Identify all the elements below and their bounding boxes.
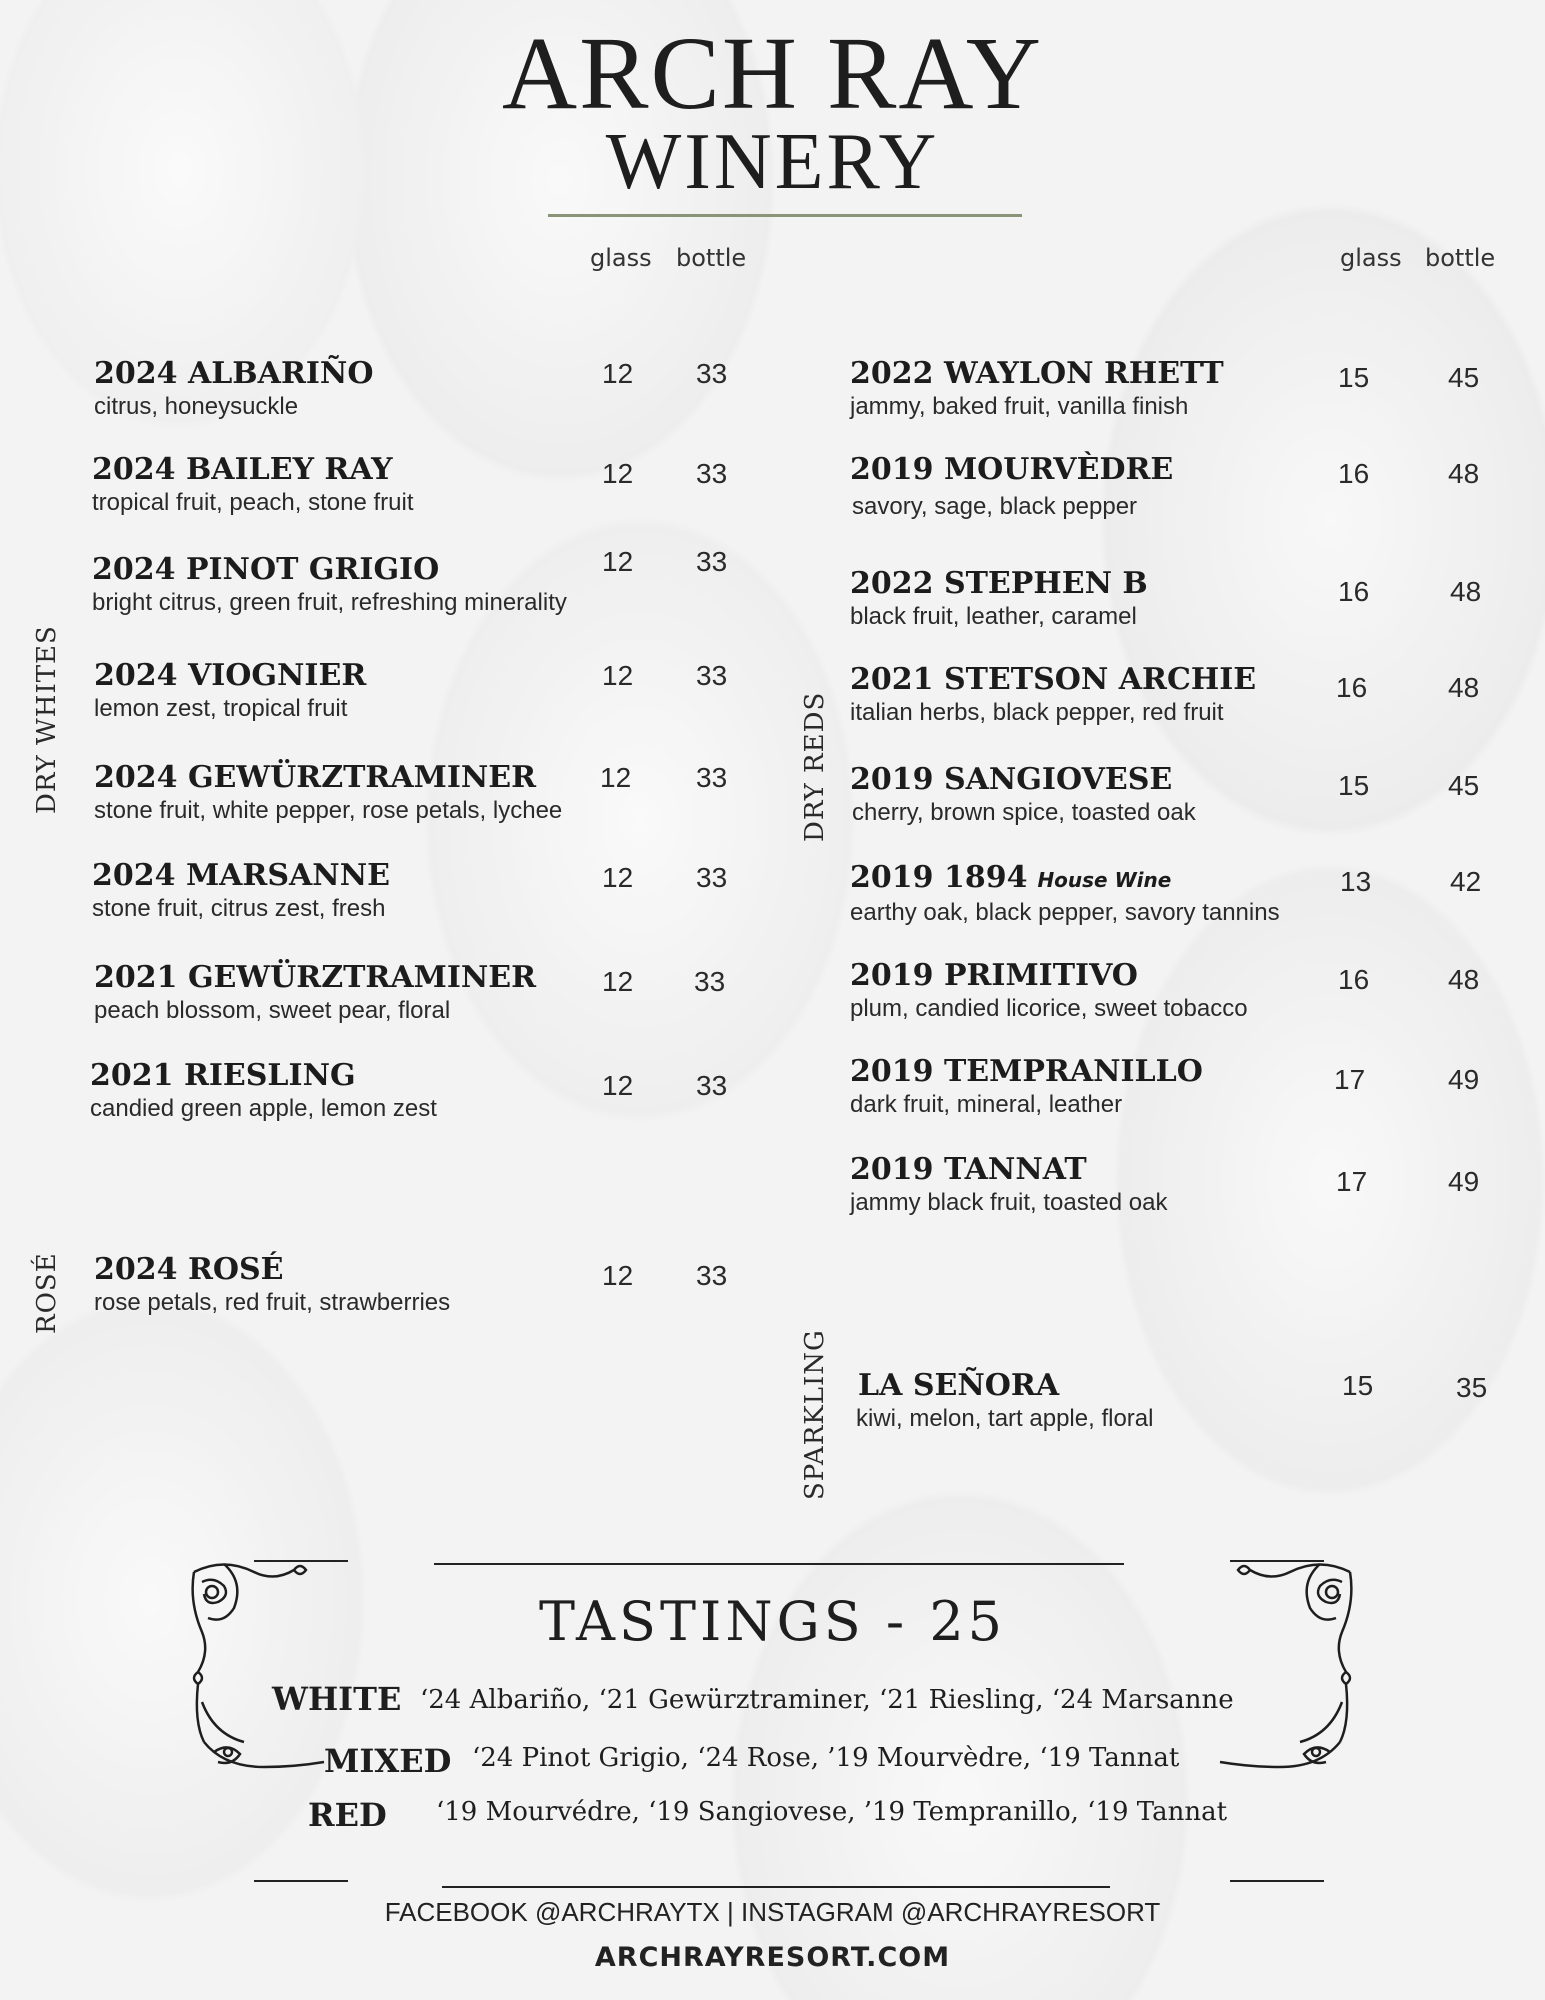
bottle-price: 33	[696, 546, 728, 577]
glass-price: 15	[1338, 362, 1370, 393]
frame-rule-bottom-right	[1230, 1880, 1324, 1882]
wine-notes: stone fruit, citrus zest, fresh	[92, 895, 386, 922]
glass-price: 12	[602, 966, 634, 997]
wine-item	[858, 1368, 1153, 1434]
wine-name: 2024 ROSÉ	[94, 1252, 284, 1287]
glass-price: 12	[602, 862, 634, 893]
glass-price: 16	[1338, 458, 1370, 489]
wine-item	[94, 1252, 450, 1318]
wine-notes: bright citrus, green fruit, refreshing minerality	[92, 589, 567, 616]
glass-price: 12	[600, 762, 632, 793]
wine-name: 2021 STETSON ARCHIE	[850, 662, 1257, 697]
wine-item	[850, 452, 1173, 522]
bottle-price: 45	[1448, 362, 1480, 393]
wine-name: 2019 MOURVÈDRE	[850, 452, 1174, 487]
bottle-price: 48	[1448, 458, 1480, 489]
wine-item	[92, 452, 414, 518]
wine-notes: earthy oak, black pepper, savory tannins	[850, 899, 1280, 926]
glass-price: 17	[1334, 1064, 1366, 1095]
wine-name: LA SEÑORA	[858, 1368, 1060, 1403]
wine-name: 2024 BAILEY RAY	[92, 452, 393, 487]
wine-notes: peach blossom, sweet pear, floral	[94, 997, 451, 1024]
tasting-mixed-list: ‘24 Pinot Grigio, ‘24 Rose, ’19 Mourvèdre, ‘19 Tannat	[472, 1743, 1180, 1773]
glass-header-left: glass	[590, 244, 652, 272]
section-rose: ROSÉ	[32, 1252, 62, 1334]
wine-item	[94, 960, 536, 1026]
section-sparkling: SPARKLING	[800, 1329, 830, 1500]
wine-name: 2024 ALBARIÑO	[94, 356, 374, 391]
bottle-header-left: bottle	[676, 244, 747, 272]
glass-price: 15	[1342, 1370, 1374, 1401]
wine-name: 2022 WAYLON RHETT	[850, 356, 1224, 391]
bottle-price: 33	[696, 1070, 728, 1101]
bottle-price: 49	[1448, 1064, 1480, 1095]
wine-name: 2024 VIOGNIER	[94, 658, 367, 693]
wine-item	[850, 958, 1248, 1024]
wine-notes: candied green apple, lemon zest	[90, 1095, 437, 1122]
wine-notes: kiwi, melon, tart apple, floral	[856, 1405, 1154, 1432]
frame-rule-bottom-left	[254, 1880, 348, 1882]
bottle-price: 48	[1448, 672, 1480, 703]
bottle-price: 42	[1450, 866, 1482, 897]
wine-notes: dark fruit, mineral, leather	[850, 1091, 1123, 1118]
bottle-header-right: bottle	[1425, 244, 1496, 272]
wine-item	[850, 860, 1280, 928]
wine-name: 2021 RIESLING	[90, 1058, 356, 1093]
wine-notes: black fruit, leather, caramel	[850, 603, 1137, 630]
website-link[interactable]: ARCHRAYRESORT.COM	[594, 1942, 951, 1973]
tastings-title: TASTINGS - 25	[538, 1590, 1007, 1653]
wine-item	[850, 662, 1256, 728]
wine-name: 2024 PINOT GRIGIO	[92, 552, 440, 587]
tasting-mixed-label: MIXED	[324, 1742, 452, 1780]
wine-name: 2021 GEWÜRZTRAMINER	[94, 960, 537, 995]
wine-item	[850, 566, 1148, 632]
bottle-price: 33	[696, 1260, 728, 1291]
wine-item	[850, 356, 1224, 422]
glass-price: 12	[602, 358, 634, 389]
wine-item	[850, 1054, 1203, 1120]
wine-item	[94, 356, 373, 422]
wine-notes: rose petals, red fruit, strawberries	[94, 1289, 451, 1316]
bottle-price: 48	[1450, 576, 1482, 607]
wine-notes: lemon zest, tropical fruit	[94, 695, 348, 722]
glass-price: 16	[1338, 576, 1370, 607]
wine-notes: cherry, brown spice, toasted oak	[852, 799, 1196, 826]
glass-price: 16	[1338, 964, 1370, 995]
wine-notes: plum, candied licorice, sweet tobacco	[850, 995, 1248, 1022]
social-handles: FACEBOOK @ARCHRAYTX | INSTAGRAM @ARCHRAYRESORT	[384, 1897, 1161, 1927]
glass-price: 12	[602, 660, 634, 691]
ornament-right-icon	[1200, 1552, 1360, 1782]
glass-price: 12	[602, 1260, 634, 1291]
wine-name	[850, 860, 1280, 898]
bottle-price: 33	[694, 966, 726, 997]
tastings-bottom-rule	[442, 1886, 1110, 1888]
house-wine-tag: House Wine	[1037, 868, 1172, 892]
wine-item	[92, 858, 390, 924]
ornament-left-icon	[184, 1552, 344, 1782]
logo-divider	[548, 214, 1022, 217]
wine-name: 2024 MARSANNE	[92, 858, 391, 893]
wine-notes: citrus, honeysuckle	[94, 393, 299, 420]
wine-item	[850, 1152, 1167, 1218]
bottle-price: 33	[696, 458, 728, 489]
tasting-white-label: WHITE	[272, 1680, 402, 1718]
wine-notes: jammy black fruit, toasted oak	[850, 1189, 1168, 1216]
wine-notes: tropical fruit, peach, stone fruit	[92, 489, 414, 516]
tasting-white-list: ‘24 Albariño, ‘21 Gewürztraminer, ‘21 Riesling, ‘24 Marsanne	[420, 1685, 1234, 1715]
wine-item	[90, 1058, 437, 1124]
glass-price: 12	[602, 458, 634, 489]
wine-notes: stone fruit, white pepper, rose petals, lychee	[94, 797, 563, 824]
wine-name: 2022 STEPHEN B	[850, 566, 1148, 601]
glass-price: 16	[1336, 672, 1368, 703]
wine-name: 2019 TANNAT	[850, 1152, 1087, 1187]
logo-arch-ray: ARCH RAY	[502, 16, 1043, 131]
wine-name-text: 2019 1894	[850, 860, 1028, 895]
section-dry-reds: DRY REDS	[800, 691, 830, 842]
bottle-price: 48	[1448, 964, 1480, 995]
logo-winery: WINERY	[605, 118, 940, 206]
glass-price: 13	[1340, 866, 1372, 897]
bottle-price: 45	[1448, 770, 1480, 801]
tasting-red-label: RED	[308, 1796, 387, 1834]
bottle-price: 35	[1456, 1372, 1488, 1403]
wine-name: 2024 GEWÜRZTRAMINER	[94, 760, 537, 795]
glass-price: 12	[602, 1070, 634, 1101]
bottle-price: 33	[696, 762, 728, 793]
wine-name: 2019 PRIMITIVO	[850, 958, 1138, 993]
bottle-price: 33	[696, 358, 728, 389]
wine-notes: italian herbs, black pepper, red fruit	[850, 699, 1224, 726]
tastings-top-rule	[434, 1563, 1124, 1565]
bottle-price: 33	[696, 660, 728, 691]
glass-price: 12	[602, 546, 634, 577]
wine-name: 2019 SANGIOVESE	[850, 762, 1173, 797]
glass-price: 17	[1336, 1166, 1368, 1197]
wine-item	[94, 658, 366, 724]
glass-price: 15	[1338, 770, 1370, 801]
glass-header-right: glass	[1340, 244, 1402, 272]
wine-name: 2019 TEMPRANILLO	[850, 1054, 1203, 1089]
tasting-red-list: ‘19 Mourvédre, ‘19 Sangiovese, ’19 Tempranillo, ‘19 Tannat	[436, 1797, 1228, 1827]
wine-item	[94, 760, 562, 826]
wine-item	[92, 552, 567, 618]
wine-notes: savory, sage, black pepper	[852, 493, 1138, 520]
wine-item	[850, 762, 1196, 828]
section-dry-whites: DRY WHITES	[32, 625, 62, 814]
bottle-price: 49	[1448, 1166, 1480, 1197]
wine-notes: jammy, baked fruit, vanilla finish	[850, 393, 1189, 420]
bottle-price: 33	[696, 862, 728, 893]
